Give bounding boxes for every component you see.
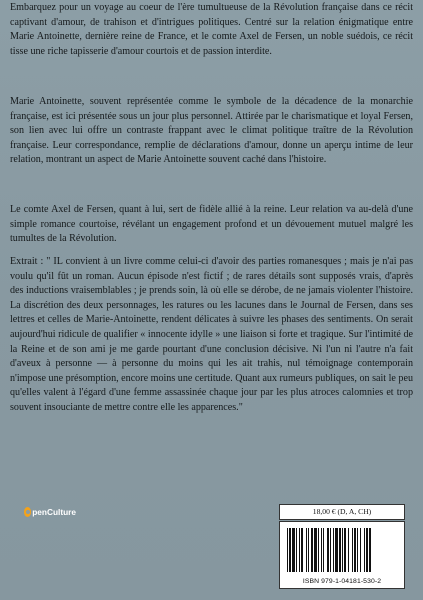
- barcode-bar: [348, 528, 349, 572]
- barcode-bar: [360, 528, 361, 572]
- price-label: 18,00 € (D, A, CH): [279, 504, 405, 520]
- blurb-paragraph-fersen: Le comte Axel de Fersen, quant à lui, sert de fidèle allié à la reine. Leur relation va au-delà d'une simple romance courtoise, révélant un engagement profond et un dévouement mutuel malgré les tumultes de la Révolution.: [10, 204, 413, 245]
- barcode-bar: [308, 528, 309, 572]
- barcode-bar: [289, 528, 291, 572]
- barcode-bar: [339, 528, 341, 572]
- excerpt-paragraph: Extrait : " IL convient à un livre comme celui-ci d'avoir des parties romanesques ; mais je n'ai pas voulu qu'il fût un roman. Aucun épisode n'est fictif ; de rares détails sont supposés vrais, d'après des inductions vraisemblables ; je prends soin, là où elle se dérobe, de ne jamais violenter l'histoire. La discrétion des deux personnages, les ratures ou les lacunes dans le Journal de Fersen, dans ses lettres et celles de Marie-Antoinette, rendent délicates à suivre les phases des sentiments. On serait aujourd'hui ridicule de qualifier « innocente idylle » une liaison si forte et tragique. Sur l'intimité de la Reine et de son ami je me garde pourtant d'une conclusion décisive. Ni l'un ni l'autre n'a fait d'aveux à personne — à personne du moins qui les ait trahis, nul témoignage contemporain n'impose une présomption, encore moins une certitude. Quant aux rumeurs publiques, on sait le peu qu'elles valent à l'égard d'une femme assassinée chaque jour par les plus atroces calomnies et trop souvent insouciante de mettre contre elle les apparences.": [10, 256, 413, 413]
- publisher-logo-text: penCulture: [32, 506, 76, 517]
- barcode-bar: [330, 528, 331, 572]
- barcode-bar: [321, 528, 322, 572]
- barcode-bar: [299, 528, 300, 572]
- publisher-logo: [24, 505, 76, 518]
- barcode-bar: [333, 528, 334, 572]
- barcode-bar: [292, 528, 295, 572]
- barcode-bar: [306, 528, 307, 572]
- barcode-bar: [364, 528, 365, 572]
- blurb-paragraph-intro: Embarquez pour un voyage au coeur de l'ère tumultueuse de la Révolution française dans ce récit captivant d'amour, de trahison et d'intrigues politiques. Centré sur la relation énigmatique entre Marie Antoinette, dernière reine de France, et le comte Axel de Fersen, un noble suédois, ce récit tisse une riche tapisserie d'amour courtois et de passion interdite.: [10, 2, 413, 57]
- barcode-bar: [344, 528, 346, 572]
- barcode: [286, 528, 398, 574]
- barcode-bar: [342, 528, 343, 572]
- barcode-bar: [352, 528, 353, 572]
- barcode-bar: [318, 528, 319, 572]
- barcode-bar: [296, 528, 297, 572]
- barcode-bar: [311, 528, 313, 572]
- barcode-bar: [369, 528, 371, 572]
- publisher-logo-icon: [24, 507, 31, 517]
- barcode-bar: [357, 528, 358, 572]
- barcode-bar: [335, 528, 338, 572]
- barcode-bar: [354, 528, 356, 572]
- barcode-bar: [323, 528, 324, 572]
- barcode-bar: [287, 528, 288, 572]
- isbn-text: ISBN 979-1-04181-530-2: [302, 578, 382, 585]
- barcode-bar: [327, 528, 329, 572]
- barcode-box: [279, 521, 405, 589]
- barcode-bar: [301, 528, 303, 572]
- blurb-paragraph-marie-antoinette: Marie Antoinette, souvent représentée comme le symbole de la décadence de la monarchie française, est ici présentée sous un jour plus personnel. Attirée par le charismatique et loyal Fersen, son lien avec lui offre un contraste frappant avec le climat politique traître de la Révolution française. Leur correspondance, remplie de déclarations d'amour, donne un aperçu intime de leur relation, montrant un aspect de Marie Antoinette souvent caché dans l'histoire.: [10, 96, 413, 166]
- barcode-bar: [314, 528, 317, 572]
- barcode-bar: [366, 528, 368, 572]
